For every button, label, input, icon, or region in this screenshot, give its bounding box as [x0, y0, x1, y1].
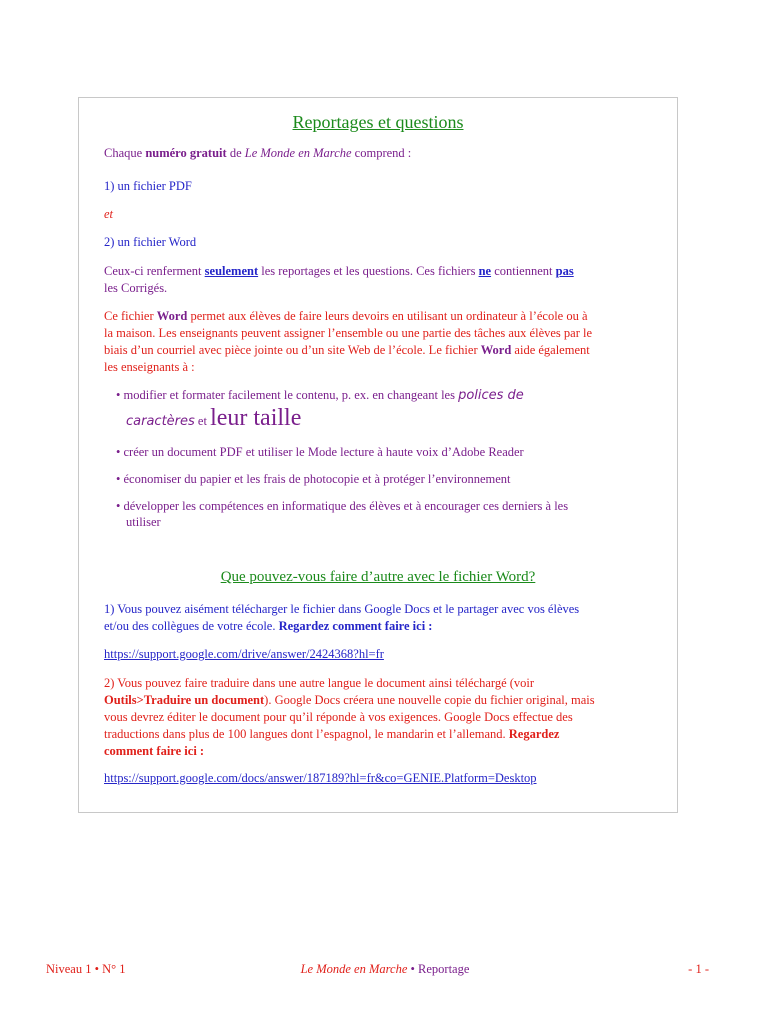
ceux-p1: Ceux-ci renferment [104, 264, 205, 278]
bullet-1e: leur taille [210, 405, 302, 431]
point-1-link-line [104, 646, 384, 663]
page-title: Reportages et questions [292, 112, 464, 132]
word-bold-1: Word [156, 309, 188, 323]
footer-center [0, 962, 770, 977]
item-word: 2) un fichier Word [104, 235, 197, 249]
point1-l2b: Regardez comment faire ici : [278, 619, 433, 633]
ne-emphasis: ne [478, 264, 492, 278]
point-2-link-line [104, 770, 537, 787]
intro-suffix: comprend : [351, 146, 412, 160]
item-pdf: 1) un fichier PDF [104, 179, 192, 193]
word-bold-2: Word [480, 343, 512, 357]
google-docs-link[interactable]: https://support.google.com/docs/answer/187189?hl=fr&co=GENIE.Platform=Desktop [104, 771, 537, 785]
ceux-p3: contiennent [491, 264, 556, 278]
bullet-modifier-cont [126, 403, 301, 437]
item-et [104, 206, 113, 223]
word-l1b: permet aux élèves de faire leurs devoirs en utilisant un ordinateur à l’école ou à [187, 309, 588, 323]
intro-text [104, 145, 411, 162]
bullet-1c: caractères [126, 414, 195, 429]
word-l2: la maison. Les enseignants peuvent assigner l’ensemble ou une partie des tâches aux élèves par le [104, 326, 593, 340]
word-paragraph [104, 308, 664, 376]
ceux-p2: les reportages et les questions. Ces fichiers [258, 264, 479, 278]
bullet-dev-cont: utiliser [126, 515, 161, 529]
intro-bold: numéro gratuit [145, 146, 227, 160]
word-l1a: Ce fichier [104, 309, 157, 323]
point-1 [104, 601, 664, 635]
point-2 [104, 675, 664, 760]
point2-l5: comment faire ici : [104, 744, 205, 758]
word-l3a: biais d’un courriel avec pièce jointe ou d’un site Web de l’école. Le fichier [104, 343, 481, 357]
word-l3b: aide également [511, 343, 590, 357]
word-l4: les enseignants à : [104, 360, 195, 374]
et-italic: et [104, 207, 114, 221]
point2-l4b: Regardez [508, 727, 560, 741]
intro-italic: Le Monde en Marche [244, 146, 352, 160]
bullet-1d: et [194, 414, 211, 428]
point2-l3: vous devrez éditer le document pour qu’il réponde à vos exigences. Google Docs effectue des [104, 710, 573, 724]
bullet-eco: • économiser du papier et les frais de photocopie et à protéger l’environnement [116, 472, 511, 486]
footer-section: • Reportage [407, 962, 470, 976]
bullet-pdf: • créer un document PDF et utiliser le Mode lecture à haute voix d’Adobe Reader [116, 445, 524, 459]
ceux-p4: les Corrigés. [104, 281, 168, 295]
footer-magazine: Le Monde en Marche [300, 962, 408, 976]
ceux-paragraph [104, 263, 654, 297]
intro-mid: de [226, 146, 245, 160]
point1-l1: 1) Vous pouvez aisément télécharger le fichier dans Google Docs et le partager avec vos élèves [104, 602, 580, 616]
point2-l1: 2) Vous pouvez faire traduire dans une autre langue le document ainsi téléchargé (voir [104, 676, 535, 690]
seulement-emphasis: seulement [204, 264, 259, 278]
intro-prefix: Chaque [104, 146, 146, 160]
footer-page-number: - 1 - [688, 962, 709, 976]
section-subtitle: Que pouvez-vous faire d’autre avec le fichier Word? [220, 569, 536, 585]
bullet-1b: polices de [458, 388, 524, 403]
bullet-1a: • modifier et formater facilement le contenu, p. ex. en changeant les [116, 388, 459, 402]
google-drive-link[interactable]: https://support.google.com/drive/answer/2424368?hl=fr [104, 647, 384, 661]
bullet-modifier [116, 387, 524, 404]
point2-l2a: Outils>Traduire un document [104, 693, 265, 707]
bullet-dev: • développer les compétences en informatique des élèves et à encourager ces derniers à les [116, 499, 569, 513]
footer-level: Niveau 1 • N° 1 [46, 962, 126, 976]
point2-l2b: ). Google Docs créera une nouvelle copie du fichier original, mais [264, 693, 595, 707]
point2-l4a: traductions dans plus de 100 langues dont l’espagnol, le mandarin et l’allemand. [104, 727, 509, 741]
point1-l2a: et/ou des collègues de votre école. [104, 619, 279, 633]
pas-emphasis: pas [555, 264, 574, 278]
